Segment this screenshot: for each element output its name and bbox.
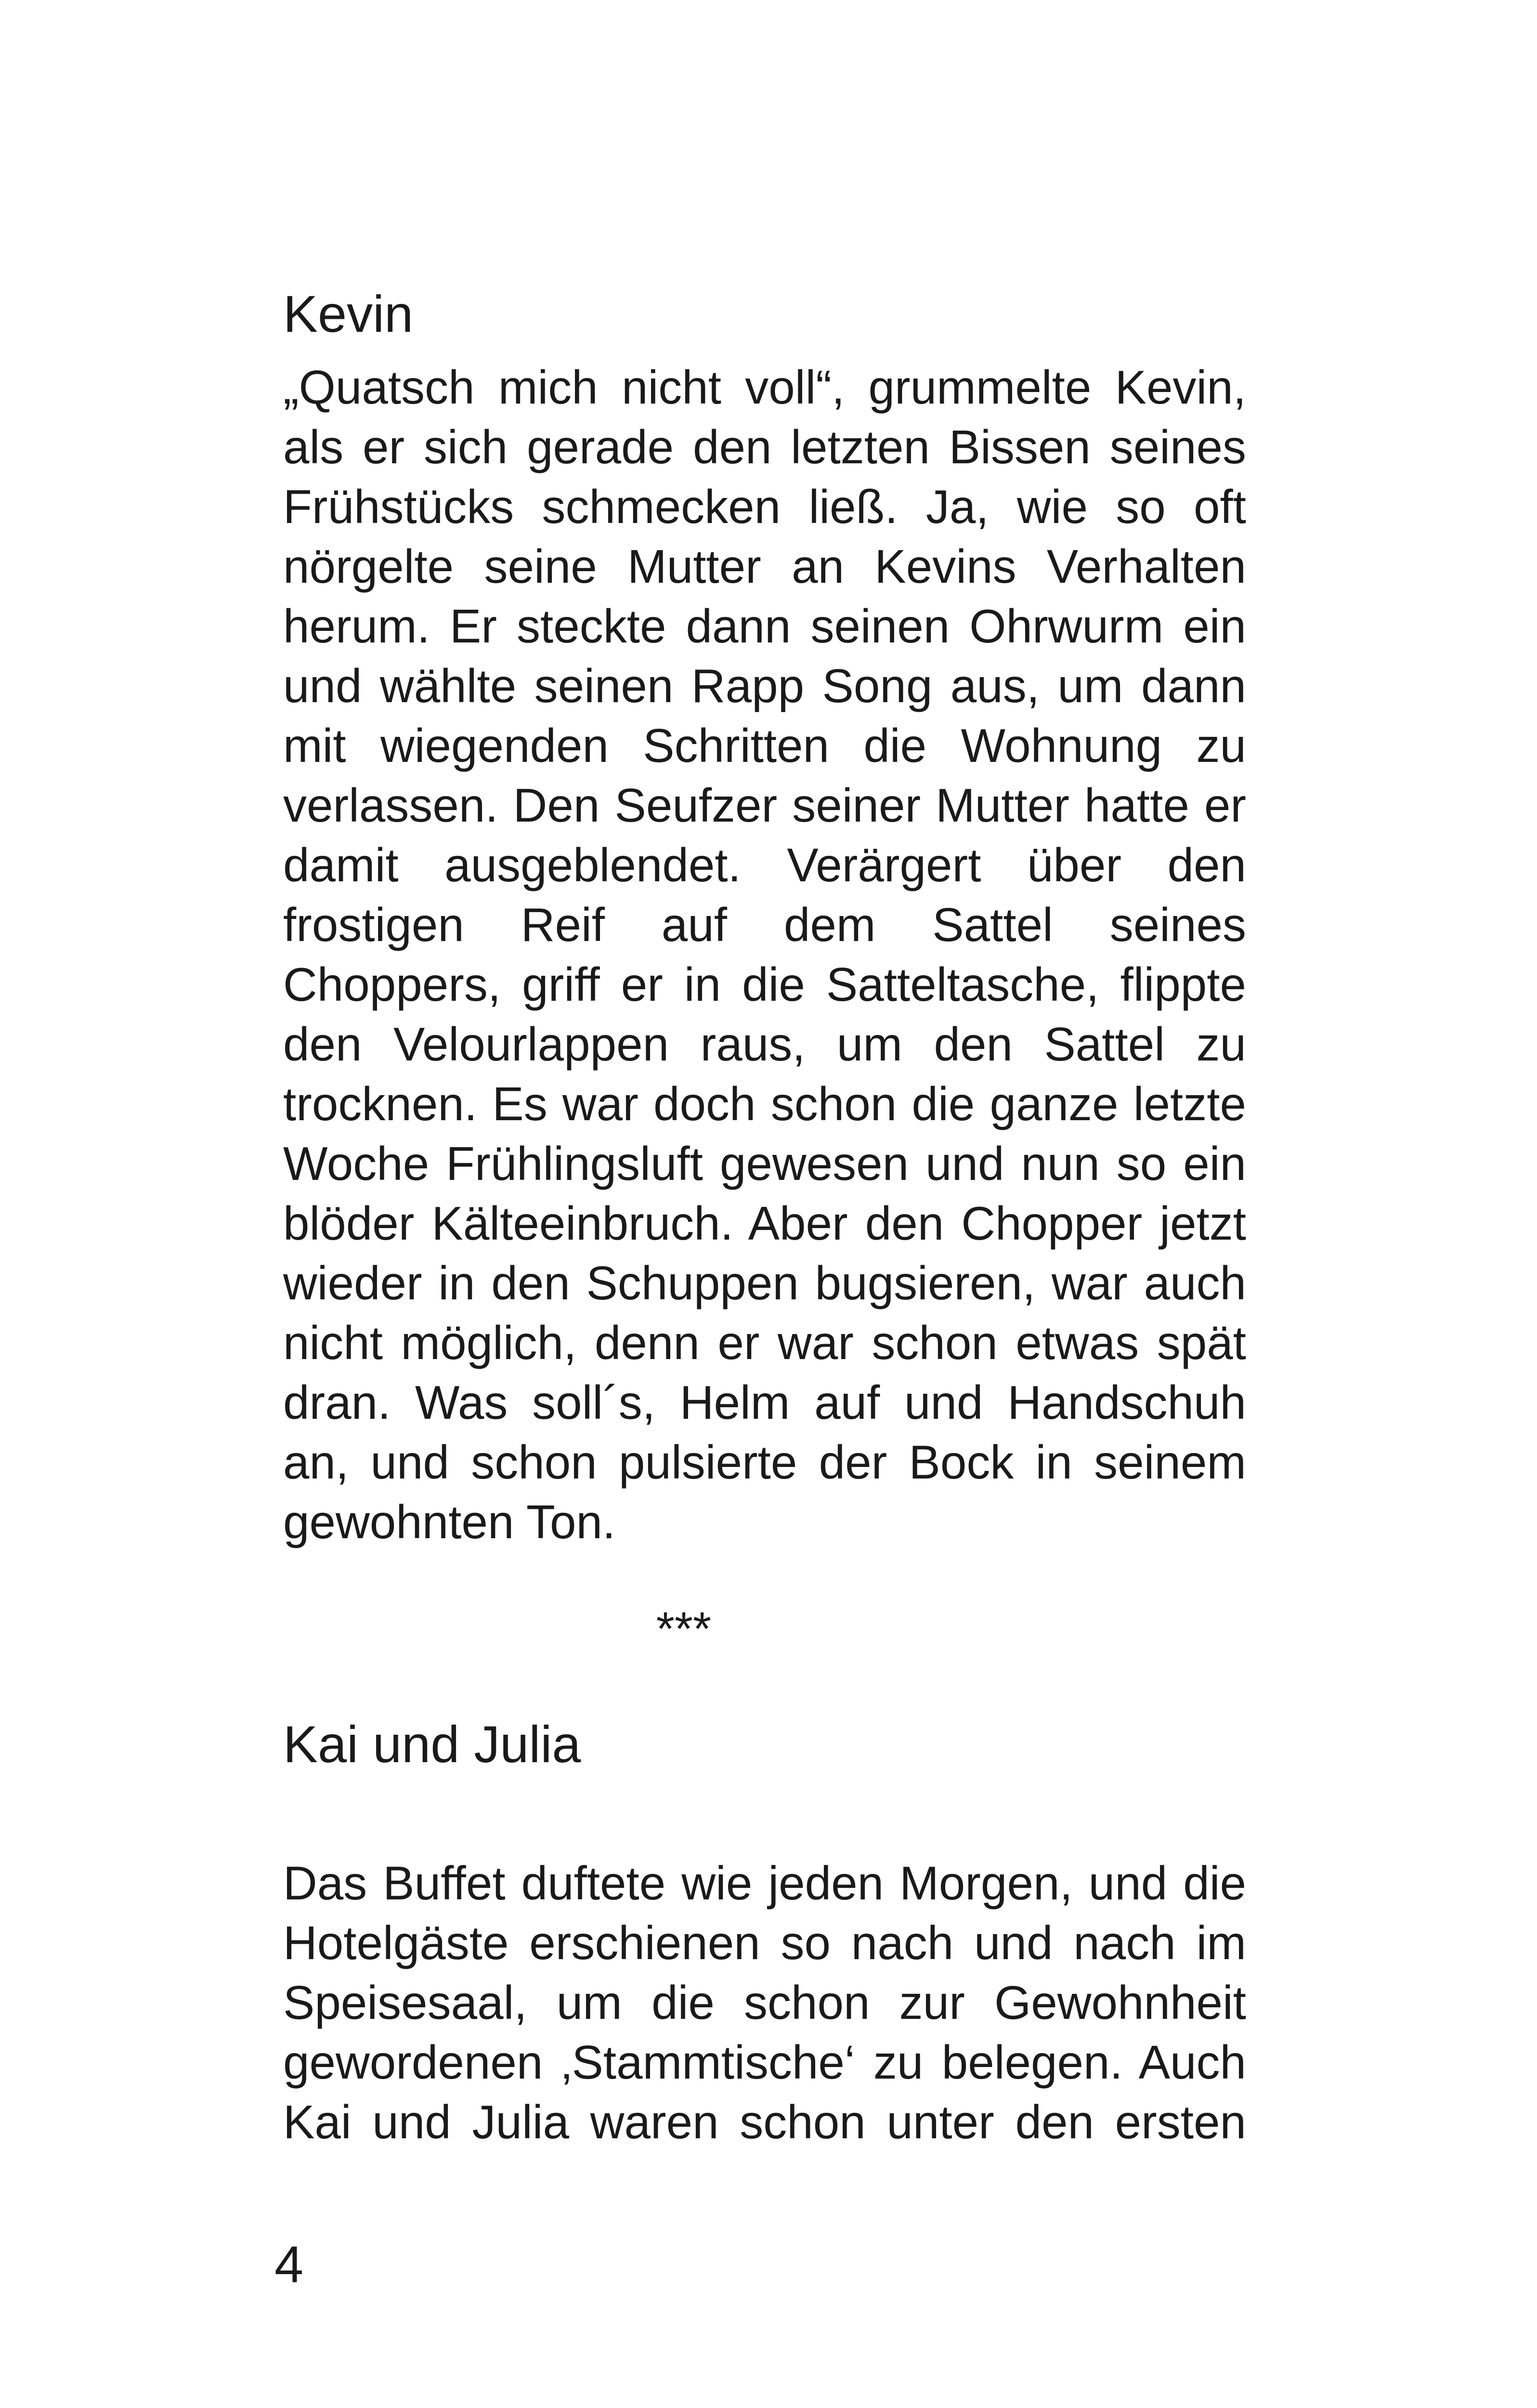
text-line: gewordenen ‚Stammtische‘ zu belegen. Auch [283, 2036, 1246, 2089]
text-line: den Velourlappen raus, um den Sattel zu [283, 1018, 1246, 1071]
chapter-heading-kai-und-julia: Kai und Julia [283, 1715, 581, 1773]
text-line: „Quatsch mich nicht voll“, grummelte Kevin, [283, 361, 1246, 414]
page-number: 4 [274, 2235, 304, 2293]
text-line: herum. Er steckte dann seinen Ohrwurm ein [283, 600, 1246, 653]
text-line: nicht möglich, denn er war schon etwas spät [283, 1316, 1246, 1369]
text-line: verlassen. Den Seufzer seiner Mutter hatte er [283, 779, 1246, 832]
text-line: wieder in den Schuppen bugsieren, war auch [283, 1256, 1246, 1309]
paragraph-kevin [283, 357, 1246, 1552]
text-line: als er sich gerade den letzten Bissen seines [283, 420, 1246, 473]
text-line: damit ausgeblendet. Verärgert über den [283, 838, 1246, 891]
text-line: Frühstücks schmecken ließ. Ja, wie so oft [283, 480, 1246, 533]
text-line: trocknen. Es war doch schon die ganze letzte [283, 1077, 1246, 1130]
text-line: dran. Was soll´s, Helm auf und Handschuh [283, 1376, 1246, 1429]
text-line: an, und schon pulsierte der Bock in seinem [283, 1436, 1246, 1489]
text-line: Kai und Julia waren schon unter den ersten [283, 2095, 1246, 2148]
text-line: mit wiegenden Schritten die Wohnung zu [283, 719, 1246, 772]
text-line: und wählte seinen Rapp Song aus, um dann [283, 659, 1246, 712]
text-line: frostigen Reif auf dem Sattel seines [283, 898, 1246, 951]
text-line: gewohnten Ton. [283, 1495, 616, 1548]
text-line: Speisesaal, um die schon zur Gewohnheit [283, 1976, 1246, 2029]
text-line: Woche Frühlingsluft gewesen und nun so ein [283, 1137, 1246, 1190]
paragraph-kai-und-julia [283, 1853, 1246, 2152]
text-line: Choppers, griff er in die Satteltasche, flippte [283, 958, 1246, 1011]
section-separator: *** [656, 1602, 712, 1655]
text-line: Hotelgäste erschienen so nach und nach im [283, 1916, 1246, 1969]
text-line: nörgelte seine Mutter an Kevins Verhalten [283, 540, 1246, 593]
text-line: Das Buffet duftete wie jeden Morgen, und die [283, 1857, 1246, 1910]
chapter-heading-kevin: Kevin [283, 285, 414, 343]
text-line: blöder Kälteeinbruch. Aber den Chopper jetzt [283, 1197, 1246, 1250]
